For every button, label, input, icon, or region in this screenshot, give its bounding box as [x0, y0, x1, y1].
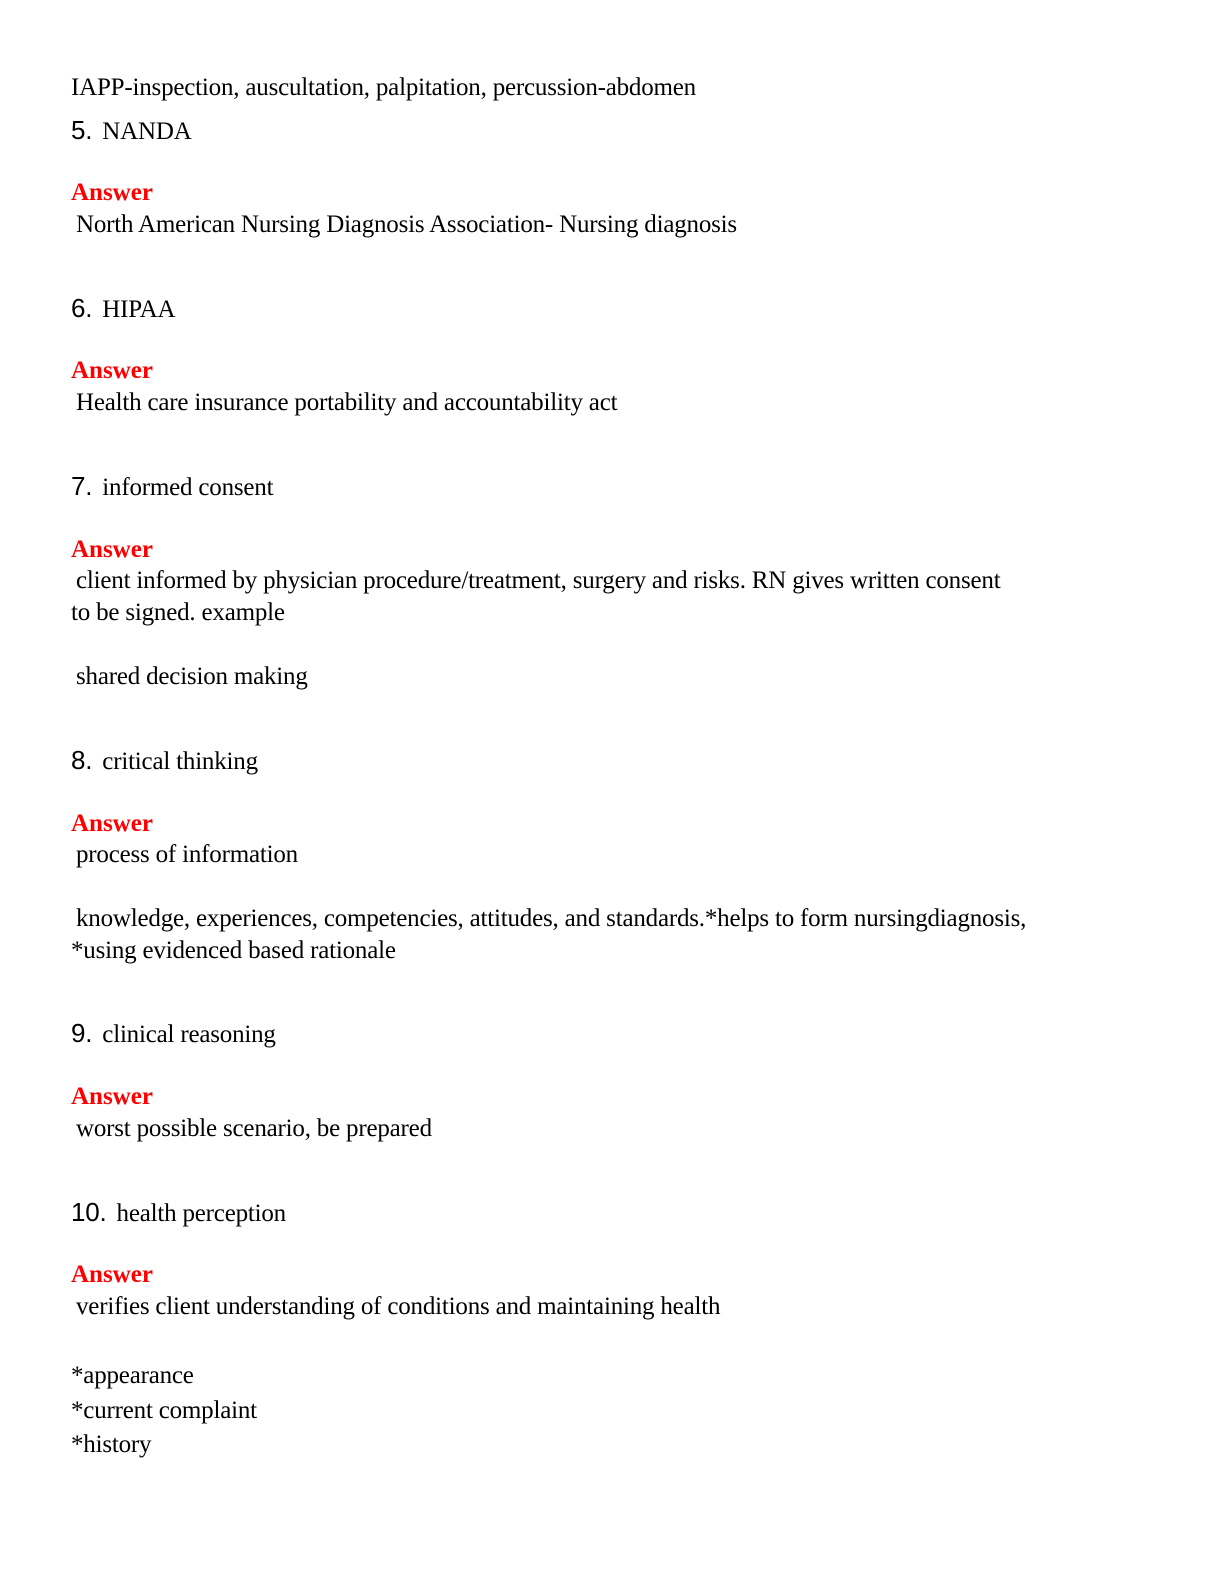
question-term: clinical reasoning: [102, 1021, 276, 1048]
question-term: informed consent: [102, 474, 274, 501]
question-number: 7.: [71, 471, 93, 501]
answer-bullet: *history: [71, 1431, 152, 1458]
answer-text: verifies client understanding of conditions and maintaining health: [76, 1293, 721, 1320]
question-number: 6.: [71, 293, 93, 323]
question-term: health perception: [116, 1200, 286, 1227]
question-6: [71, 293, 175, 325]
answer-text: to be signed. example: [71, 599, 285, 626]
answer-text: process of information: [76, 841, 298, 868]
question-number: 9.: [71, 1018, 93, 1048]
question-term: HIPAA: [102, 296, 176, 323]
answer-text: shared decision making: [76, 663, 308, 690]
question-term: critical thinking: [102, 748, 258, 775]
question-8: [71, 745, 258, 777]
question-10: [71, 1197, 286, 1229]
question-7: [71, 471, 273, 503]
answer-label: Answer: [71, 179, 153, 206]
answer-text: worst possible scenario, be prepared: [76, 1115, 432, 1142]
intro-line: IAPP-inspection, auscultation, palpitation, percussion-abdomen: [71, 74, 696, 101]
answer-label: Answer: [71, 357, 153, 384]
answer-text: *using evidenced based rationale: [71, 937, 396, 964]
answer-text: knowledge, experiences, competencies, attitudes, and standards.*helps to form nursingdiagnosis,: [76, 905, 1027, 932]
question-number: 8.: [71, 745, 93, 775]
answer-label: Answer: [71, 536, 153, 563]
question-number: 10.: [71, 1197, 107, 1227]
question-term: NANDA: [102, 118, 192, 145]
answer-label: Answer: [71, 1083, 153, 1110]
question-5: [71, 115, 192, 147]
answer-bullet: *current complaint: [71, 1397, 257, 1424]
answer-bullet: *appearance: [71, 1362, 194, 1389]
answer-label: Answer: [71, 810, 153, 837]
answer-text: North American Nursing Diagnosis Association- Nursing diagnosis: [76, 211, 737, 238]
question-9: [71, 1018, 276, 1050]
answer-label: Answer: [71, 1261, 153, 1288]
question-number: 5.: [71, 115, 93, 145]
answer-text: Health care insurance portability and accountability act: [76, 389, 618, 416]
answer-text: client informed by physician procedure/treatment, surgery and risks. RN gives written consent: [76, 567, 1001, 594]
